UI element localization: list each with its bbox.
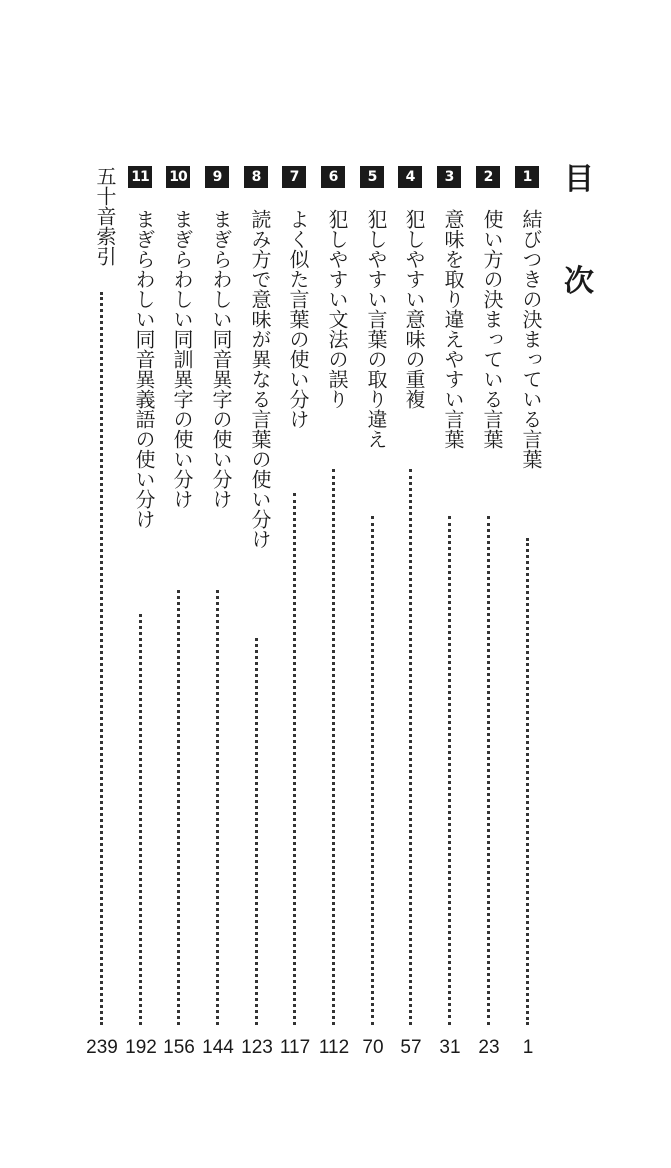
page-number: 1 — [522, 1037, 534, 1058]
chapter-title[interactable]: まぎらわしい同音異義語の使い分け — [132, 209, 156, 529]
leader-dots — [487, 516, 490, 1025]
chapter-number-badge: 7 — [282, 166, 306, 188]
chapter-title[interactable]: よく似た言葉の使い分け — [286, 209, 310, 429]
chapter-number-badge: 8 — [244, 166, 268, 188]
page-number: 117 — [279, 1037, 311, 1058]
page-number: 112 — [318, 1037, 350, 1058]
chapter-number-badge: 1 — [515, 166, 539, 188]
chapter-number-badge: 6 — [321, 166, 345, 188]
chapter-title[interactable]: 犯しやすい意味の重複 — [402, 209, 426, 409]
page-number: 239 — [86, 1037, 118, 1058]
leader-dots — [293, 493, 296, 1025]
toc-heading-char-2: 次 — [564, 264, 594, 299]
page-number: 31 — [439, 1037, 461, 1058]
page-number: 144 — [202, 1037, 234, 1058]
chapter-number-badge: 9 — [205, 166, 229, 188]
leader-dots — [332, 469, 335, 1025]
chapter-title[interactable]: 読み方で意味が異なる言葉の使い分け — [248, 209, 272, 549]
page-number: 192 — [125, 1037, 157, 1058]
leader-dots — [255, 638, 258, 1025]
toc-heading-char-1: 目 — [564, 162, 594, 197]
leader-dots — [409, 469, 412, 1025]
toc-heading — [557, 162, 601, 299]
page-number: 57 — [400, 1037, 422, 1058]
leader-dots — [371, 516, 374, 1025]
chapter-title[interactable]: 犯しやすい言葉の取り違え — [364, 209, 388, 449]
page-number: 156 — [163, 1037, 195, 1058]
chapter-number-badge: 2 — [476, 166, 500, 188]
chapter-number-badge: 5 — [360, 166, 384, 188]
chapter-number-badge: 10 — [166, 166, 190, 188]
chapter-title[interactable]: 使い方の決まっている言葉 — [480, 209, 504, 449]
chapter-number-badge: 4 — [398, 166, 422, 188]
leader-dots — [216, 590, 219, 1025]
page-number: 70 — [362, 1037, 384, 1058]
page-number: 123 — [241, 1037, 273, 1058]
chapter-number-badge: 11 — [128, 166, 152, 188]
chapter-title[interactable]: 犯しやすい文法の誤り — [325, 209, 349, 409]
chapter-number-badge: 3 — [437, 166, 461, 188]
leader-dots — [100, 292, 103, 1025]
page-number: 23 — [478, 1037, 500, 1058]
leader-dots — [139, 614, 142, 1025]
chapter-title[interactable]: まぎらわしい同音異字の使い分け — [209, 209, 233, 509]
index-title[interactable]: 五十音索引 — [93, 166, 117, 266]
leader-dots — [177, 590, 180, 1025]
chapter-title[interactable]: 意味を取り違えやすい言葉 — [441, 209, 465, 449]
chapter-title[interactable]: まぎらわしい同訓異字の使い分け — [170, 209, 194, 509]
leader-dots — [448, 516, 451, 1025]
leader-dots — [526, 538, 529, 1025]
chapter-title[interactable]: 結びつきの決まっている言葉 — [519, 209, 543, 469]
